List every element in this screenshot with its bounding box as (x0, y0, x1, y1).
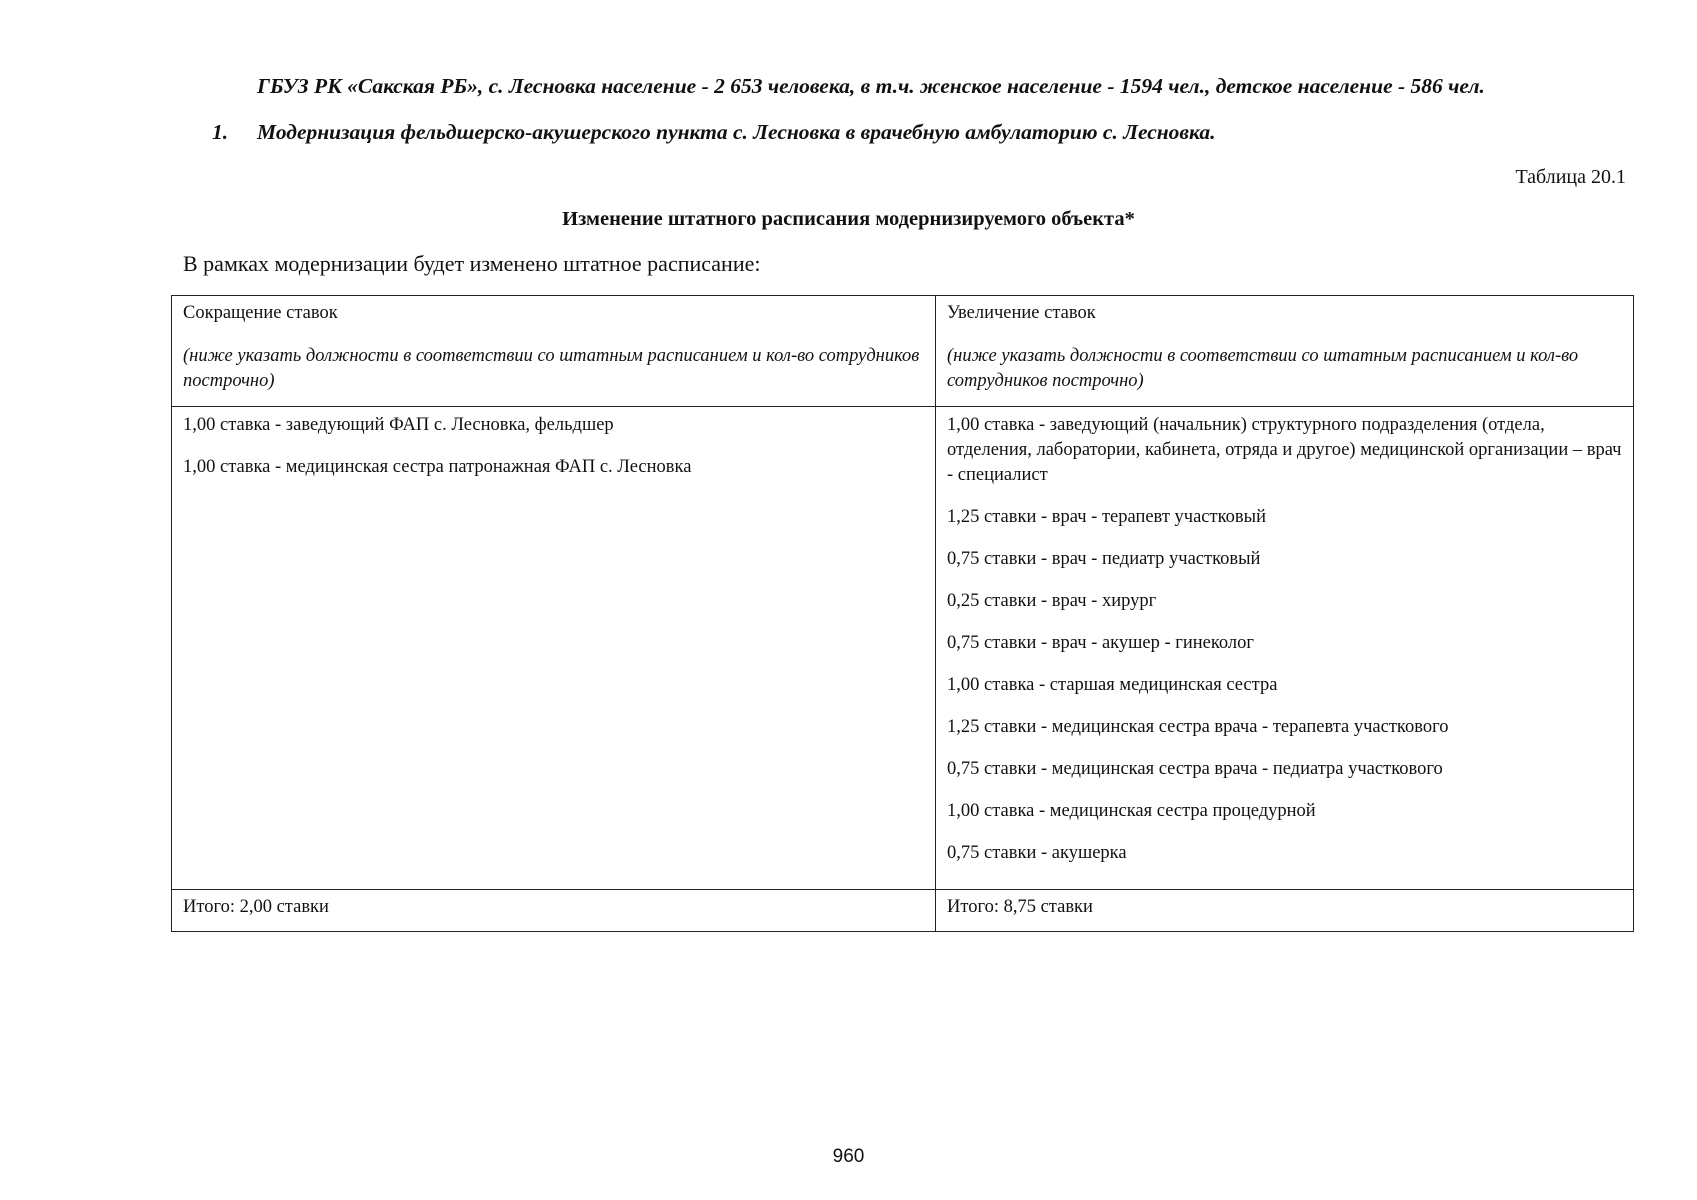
item-text: Модернизация фельдшерско-акушерского пункта с. Лесновка в врачебную амбулаторию с. Лесновка. (257, 120, 1216, 144)
increases-header-cell (936, 296, 1634, 407)
increase-entry: 1,00 ставка - заведующий (начальник) структурного подразделения (отдела, отделения, лаборатории, кабинета, отряда и другое) медицинской организации – врач - специалист (947, 415, 1622, 485)
table-body-row (172, 407, 1634, 890)
increases-list-cell (936, 407, 1634, 890)
page-number: 960 (832, 1146, 865, 1167)
reductions-header-title: Сокращение ставок (183, 303, 338, 323)
reduction-entry: 1,00 ставка - медицинская сестра патронажная ФАП с. Лесновка (183, 456, 692, 477)
intro-text: В рамках модернизации будет изменено штатное расписание: (183, 251, 761, 276)
increase-entry: 0,75 ставки - медицинская сестра врача - педиатра участкового (947, 758, 1443, 779)
table-total-row (172, 889, 1634, 931)
increase-entry: 0,25 ставки - врач - хирург (947, 590, 1157, 611)
increase-entry: 1,25 ставки - медицинская сестра врача - терапевта участкового (947, 716, 1449, 737)
item-number: 1. (212, 120, 229, 144)
reductions-header-cell (172, 296, 936, 407)
reductions-list-cell (172, 407, 936, 890)
increase-entry: 0,75 ставки - акушерка (947, 842, 1127, 863)
section-title: Изменение штатного расписания модернизируемого объекта* (562, 208, 1135, 230)
table-header-row (172, 296, 1634, 407)
reductions-total: Итого: 2,00 ставки (172, 889, 936, 931)
reductions-header-note: (ниже указать должности в соответствии со штатным расписанием и кол-во сотрудников построчно) (183, 345, 920, 391)
increase-entry: 1,00 ставка - медицинская сестра процедурной (947, 800, 1316, 821)
increase-entry: 0,75 ставки - врач - педиатр участковый (947, 548, 1261, 569)
reduction-entry: 1,00 ставка - заведующий ФАП с. Лесновка, фельдшер (183, 415, 614, 435)
staffing-table (171, 295, 1634, 932)
header-line: ГБУЗ РК «Сакская РБ», с. Лесновка население - 2 653 человека, в т.ч. женское население - 1594 чел., детское население - 586 чел. (257, 74, 1485, 98)
increase-entry: 1,25 ставки - врач - терапевт участковый (947, 506, 1266, 527)
item-heading (212, 120, 1216, 145)
increases-header-title: Увеличение ставок (947, 303, 1096, 323)
increases-header-note: (ниже указать должности в соответствии со штатным расписанием и кол-во сотрудников построчно) (947, 345, 1579, 391)
increase-entry: 0,75 ставки - врач - акушер - гинеколог (947, 632, 1254, 653)
table-number: Таблица 20.1 (1515, 166, 1626, 188)
increase-entry: 1,00 ставка - старшая медицинская сестра (947, 674, 1278, 695)
increases-total: Итого: 8,75 ставки (936, 889, 1634, 931)
